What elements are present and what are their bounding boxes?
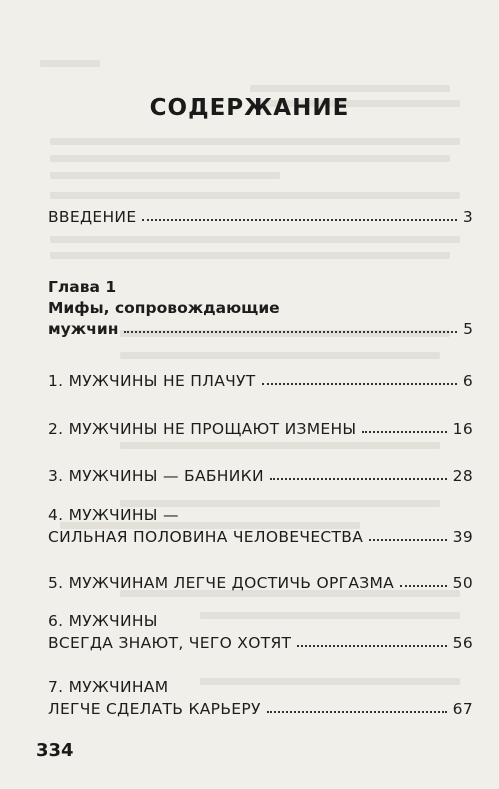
toc-entry-label: ВВЕДЕНИЕ	[48, 208, 137, 226]
toc-entry-label-line2: ВСЕГДА ЗНАЮТ, ЧЕГО ХОТЯТ	[48, 634, 292, 652]
toc-page-number: 50	[452, 574, 473, 592]
dot-leader	[297, 644, 446, 647]
toc-entry-5[interactable]	[48, 574, 473, 592]
dot-leader	[267, 710, 447, 713]
page-title: СОДЕРЖАНИЕ	[149, 95, 350, 121]
toc-entry-2[interactable]	[48, 420, 473, 438]
toc-entry-intro[interactable]	[48, 208, 473, 226]
toc-entry-label-line1: 4. МУЖЧИНЫ —	[48, 506, 179, 524]
toc-entry-4[interactable]	[48, 506, 473, 546]
toc-entry-label: 2. МУЖЧИНЫ НЕ ПРОЩАЮТ ИЗМЕНЫ	[48, 420, 357, 438]
toc-entry-label-line2: ЛЕГЧЕ СДЕЛАТЬ КАРЬЕРУ	[48, 700, 261, 718]
dot-leader	[270, 477, 447, 480]
toc-page-number: 5	[463, 320, 473, 338]
toc-page-number: 56	[452, 634, 473, 652]
toc-page-number: 3	[462, 208, 473, 226]
toc-entry-label: 1. МУЖЧИНЫ НЕ ПЛАЧУТ	[48, 372, 256, 390]
toc-page-number: 67	[452, 700, 473, 718]
chapter-title-line1: Мифы, сопровождающие	[48, 299, 280, 317]
dot-leader	[142, 218, 456, 221]
dot-leader	[362, 430, 446, 433]
dot-leader	[400, 584, 447, 587]
chapter-heading: Глава 1	[48, 278, 117, 296]
toc-page-number: 16	[452, 420, 473, 438]
toc-page-number: 39	[452, 528, 473, 546]
chapter-title-line2: мужчин	[48, 320, 119, 338]
dot-leader	[124, 330, 457, 333]
toc-entry-label: 3. МУЖЧИНЫ — БАБНИКИ	[48, 467, 264, 485]
toc-entry-7[interactable]	[48, 678, 473, 718]
toc-entry-label-line2: СИЛЬНАЯ ПОЛОВИНА ЧЕЛОВЕЧЕСТВА	[48, 528, 364, 546]
page-number-folio: 334	[36, 740, 74, 761]
toc-chapter-1[interactable]	[48, 278, 473, 338]
dot-leader	[262, 382, 457, 385]
toc-page-number: 6	[462, 372, 473, 390]
toc-entry-6[interactable]	[48, 612, 473, 652]
toc-entry-label: 5. МУЖЧИНАМ ЛЕГЧЕ ДОСТИЧЬ ОРГАЗМА	[48, 574, 395, 592]
toc-entry-1[interactable]	[48, 372, 473, 390]
dot-leader	[369, 538, 447, 541]
toc-entry-label-line1: 7. МУЖЧИНАМ	[48, 678, 169, 696]
toc-entry-label-line1: 6. МУЖЧИНЫ	[48, 612, 158, 630]
toc-page-number: 28	[452, 467, 473, 485]
toc-entry-3[interactable]	[48, 467, 473, 485]
